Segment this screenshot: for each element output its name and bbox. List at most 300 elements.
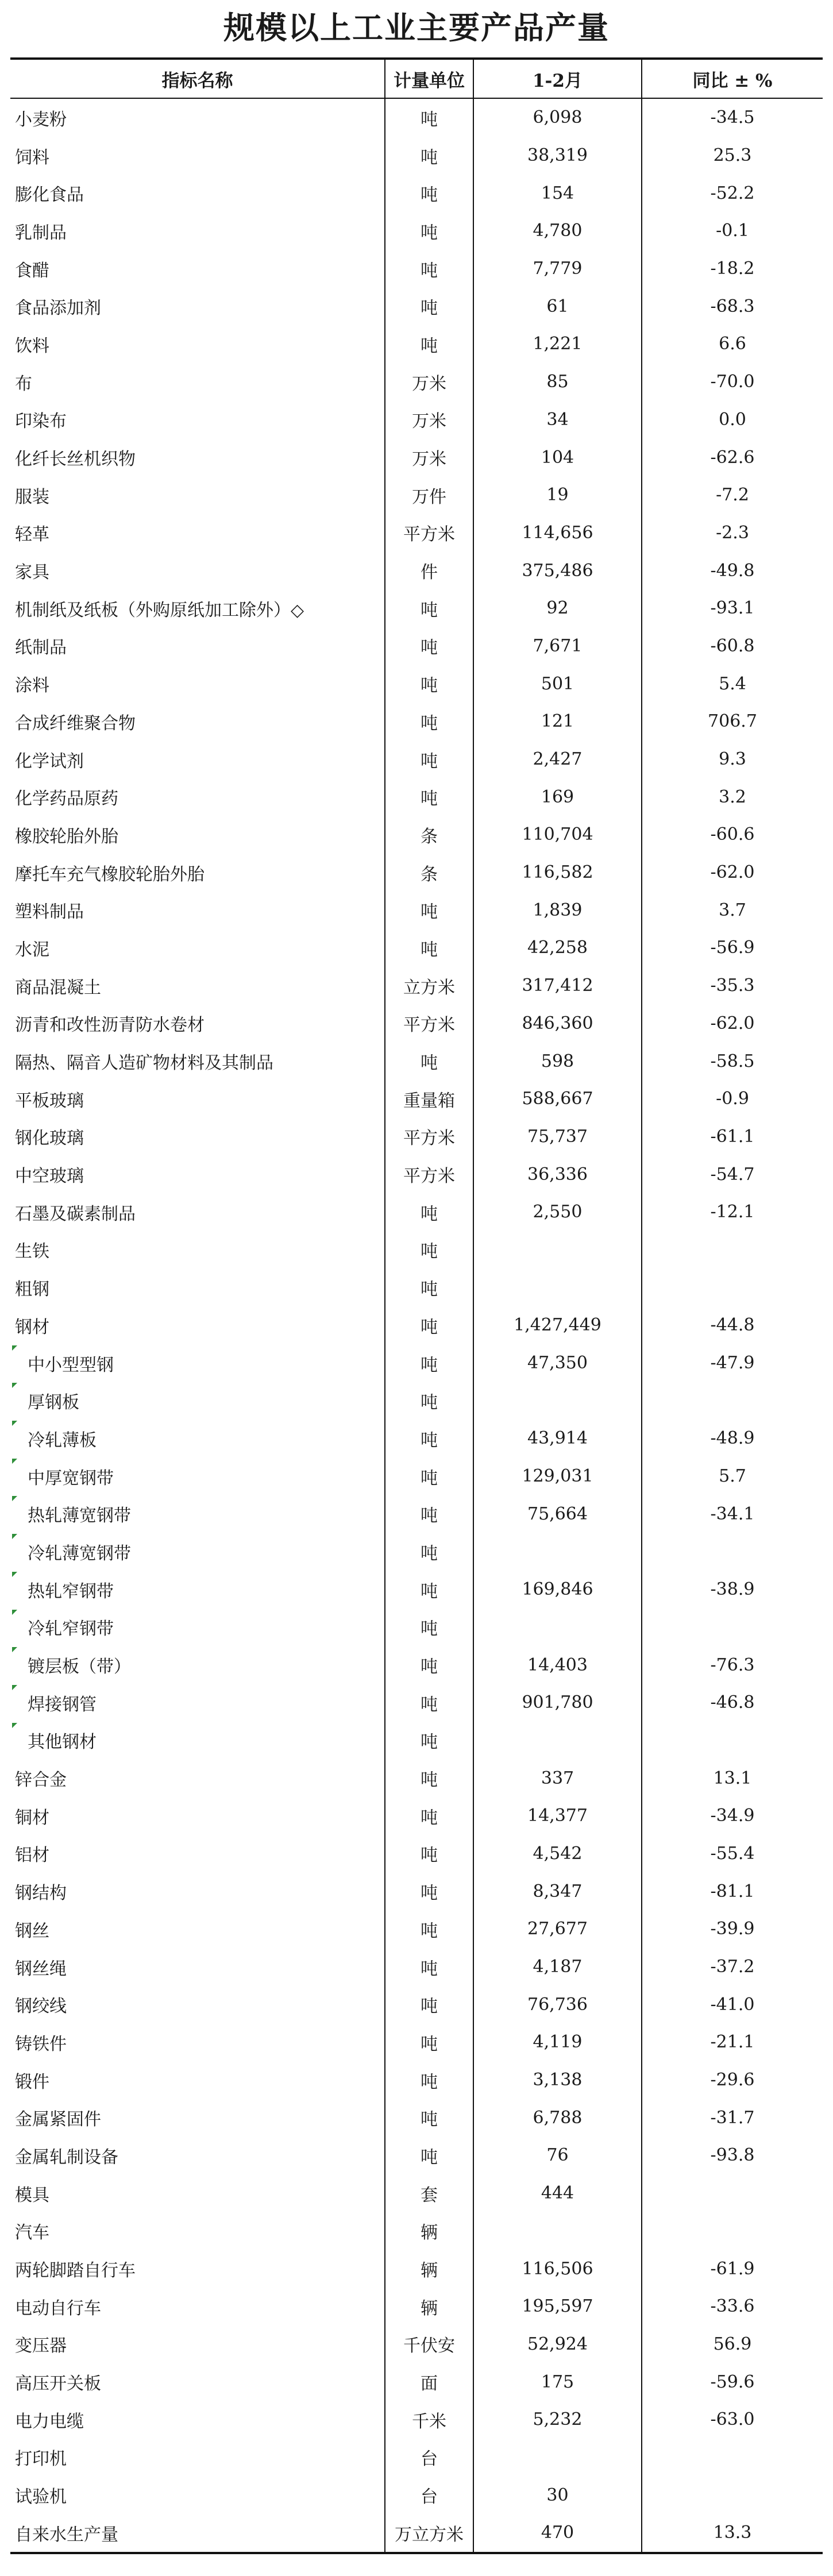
row-indicator-name: 中空玻璃 xyxy=(15,1166,84,1187)
row-indicator-name: 布 xyxy=(15,373,32,394)
table-row xyxy=(10,2174,823,2212)
row-unit: 吨 xyxy=(385,891,473,929)
row-indicator-name: 沥青和改性沥青防水卷材 xyxy=(15,1015,205,1036)
row-period-value xyxy=(473,1722,642,1760)
row-period-value: 85 xyxy=(473,363,642,401)
row-unit: 万立方米 xyxy=(385,2514,473,2553)
row-indicator-name: 生铁 xyxy=(15,1241,49,1262)
table-row xyxy=(10,1533,823,1571)
row-unit: 吨 xyxy=(385,325,473,363)
row-period-value: 1,221 xyxy=(473,325,642,363)
table-row xyxy=(10,816,823,854)
page-title: 规模以上工业主要产品产量 xyxy=(223,9,610,46)
row-indicator-name: 轻革 xyxy=(15,525,49,545)
table-row xyxy=(10,287,823,325)
row-indicator-name: 印染布 xyxy=(15,411,67,432)
row-yoy-change: 3.2 xyxy=(642,778,823,816)
row-period-value xyxy=(473,2212,642,2250)
row-unit: 吨 xyxy=(385,1420,473,1457)
row-yoy-change: -35.3 xyxy=(642,967,823,1005)
row-indicator-name: 钢结构 xyxy=(15,1883,67,1904)
row-period-value: 27,677 xyxy=(473,1910,642,1948)
table-row xyxy=(10,1722,823,1760)
row-period-value xyxy=(473,1231,642,1269)
row-yoy-change: -38.9 xyxy=(642,1571,823,1609)
row-period-value: 4,542 xyxy=(473,1835,642,1873)
row-unit: 吨 xyxy=(385,1948,473,1986)
row-yoy-change: -61.9 xyxy=(642,2250,823,2288)
row-indicator-name: 模具 xyxy=(15,2185,49,2205)
row-yoy-change: -37.2 xyxy=(642,1948,823,1986)
row-unit: 吨 xyxy=(385,174,473,212)
row-yoy-change xyxy=(642,1382,823,1420)
table-row xyxy=(10,1005,823,1043)
table-row xyxy=(10,891,823,929)
row-unit: 吨 xyxy=(385,1457,473,1495)
row-indicator-name: 高压开关板 xyxy=(15,2374,101,2394)
row-yoy-change: -76.3 xyxy=(642,1646,823,1684)
row-yoy-change: -60.8 xyxy=(642,627,823,665)
row-unit: 吨 xyxy=(385,589,473,627)
row-indicator-name: 橡胶轮胎外胎 xyxy=(15,826,118,847)
row-unit: 万件 xyxy=(385,476,473,514)
row-unit: 条 xyxy=(385,854,473,892)
row-period-value: 175 xyxy=(473,2363,642,2401)
table-row xyxy=(10,438,823,476)
row-period-value: 75,737 xyxy=(473,1118,642,1156)
row-unit: 件 xyxy=(385,552,473,589)
row-unit: 吨 xyxy=(385,2061,473,2099)
row-yoy-change: -56.9 xyxy=(642,929,823,967)
row-yoy-change: -18.2 xyxy=(642,250,823,288)
row-unit: 吨 xyxy=(385,1495,473,1533)
row-period-value xyxy=(473,2439,642,2477)
table-row xyxy=(10,137,823,175)
row-yoy-change: -34.5 xyxy=(642,98,823,137)
row-indicator-name: 塑料制品 xyxy=(15,902,84,923)
row-period-value: 2,550 xyxy=(473,1193,642,1231)
row-period-value: 76,736 xyxy=(473,1985,642,2023)
row-yoy-change: -54.7 xyxy=(642,1155,823,1193)
row-period-value: 104 xyxy=(473,438,642,476)
table-row xyxy=(10,2099,823,2137)
row-period-value: 4,780 xyxy=(473,212,642,250)
row-yoy-change: -93.8 xyxy=(642,2137,823,2174)
table-row xyxy=(10,212,823,250)
row-indicator-name: 铸铁件 xyxy=(15,2034,67,2054)
row-indicator-name: 两轮脚踏自行车 xyxy=(15,2261,136,2281)
row-period-value: 470 xyxy=(473,2514,642,2553)
table-row xyxy=(10,98,823,137)
row-indicator-name: 食品添加剂 xyxy=(15,298,101,319)
row-unit: 平方米 xyxy=(385,1118,473,1156)
row-yoy-change: -31.7 xyxy=(642,2099,823,2137)
row-indicator-name: 铝材 xyxy=(15,1845,49,1866)
row-period-value: 901,780 xyxy=(473,1684,642,1722)
row-yoy-change: -12.1 xyxy=(642,1193,823,1231)
row-period-value: 375,486 xyxy=(473,552,642,589)
table-row xyxy=(10,929,823,967)
row-indicator-name: 机制纸及纸板（外购原纸加工除外）◇ xyxy=(15,600,304,620)
row-indicator-name: 涂料 xyxy=(15,676,49,696)
row-yoy-change: -34.9 xyxy=(642,1797,823,1835)
row-unit: 重量箱 xyxy=(385,1080,473,1118)
row-period-value: 1,839 xyxy=(473,891,642,929)
row-unit: 吨 xyxy=(385,212,473,250)
row-unit: 吨 xyxy=(385,1609,473,1646)
row-indicator-name: 乳制品 xyxy=(15,222,67,243)
row-unit: 吨 xyxy=(385,137,473,175)
table-row xyxy=(10,2439,823,2477)
production-table xyxy=(10,57,823,2554)
row-yoy-change: -68.3 xyxy=(642,287,823,325)
row-yoy-change: -21.1 xyxy=(642,2023,823,2061)
row-unit: 吨 xyxy=(385,1571,473,1609)
table-row xyxy=(10,2514,823,2553)
row-indicator-name: 电动自行车 xyxy=(15,2298,101,2319)
row-unit: 吨 xyxy=(385,1042,473,1080)
row-yoy-change xyxy=(642,1722,823,1760)
row-indicator-name: 石墨及碳素制品 xyxy=(15,1204,136,1224)
row-yoy-change: 706.7 xyxy=(642,703,823,741)
table-row xyxy=(10,2401,823,2439)
row-indicator-name: 合成纤维聚合物 xyxy=(15,713,136,734)
row-period-value: 129,031 xyxy=(473,1457,642,1495)
table-row xyxy=(10,2061,823,2099)
row-yoy-change: -0.9 xyxy=(642,1080,823,1118)
row-indicator-name: 中小型型钢 xyxy=(10,1344,385,1382)
row-period-value: 337 xyxy=(473,1759,642,1797)
row-indicator-name: 食醋 xyxy=(15,260,49,281)
row-yoy-change xyxy=(642,2439,823,2477)
row-period-value: 30 xyxy=(473,2476,642,2514)
row-yoy-change xyxy=(642,1609,823,1646)
row-unit: 吨 xyxy=(385,1722,473,1760)
row-unit: 吨 xyxy=(385,1344,473,1382)
row-indicator-name: 锌合金 xyxy=(15,1770,67,1791)
row-unit: 吨 xyxy=(385,1533,473,1571)
row-indicator-name: 冷轧薄宽钢带 xyxy=(10,1533,385,1571)
row-yoy-change: -52.2 xyxy=(642,174,823,212)
row-yoy-change: -0.1 xyxy=(642,212,823,250)
row-yoy-change: -39.9 xyxy=(642,1910,823,1948)
row-period-value: 52,924 xyxy=(473,2326,642,2363)
row-period-value: 2,427 xyxy=(473,741,642,778)
row-yoy-change: 13.3 xyxy=(642,2514,823,2553)
row-indicator-name: 服装 xyxy=(15,487,49,507)
row-unit: 吨 xyxy=(385,1835,473,1873)
row-yoy-change: -47.9 xyxy=(642,1344,823,1382)
row-period-value: 588,667 xyxy=(473,1080,642,1118)
row-yoy-change xyxy=(642,1231,823,1269)
table-row xyxy=(10,1344,823,1382)
row-unit: 吨 xyxy=(385,929,473,967)
table-row xyxy=(10,2212,823,2250)
row-period-value xyxy=(473,1268,642,1306)
row-indicator-name: 水泥 xyxy=(15,939,49,960)
row-unit: 吨 xyxy=(385,2099,473,2137)
row-yoy-change: -70.0 xyxy=(642,363,823,401)
table-row xyxy=(10,2288,823,2326)
header-indicator-name: 指标名称 xyxy=(10,59,385,98)
row-unit: 平方米 xyxy=(385,1155,473,1193)
row-yoy-change: -58.5 xyxy=(642,1042,823,1080)
row-period-value: 6,788 xyxy=(473,2099,642,2137)
row-period-value: 317,412 xyxy=(473,967,642,1005)
row-yoy-change: -33.6 xyxy=(642,2288,823,2326)
table-row xyxy=(10,514,823,552)
row-period-value: 4,187 xyxy=(473,1948,642,1986)
row-yoy-change: 9.3 xyxy=(642,741,823,778)
row-period-value: 501 xyxy=(473,665,642,703)
row-indicator-name: 其他钢材 xyxy=(10,1722,385,1760)
table-row xyxy=(10,174,823,212)
row-period-value: 61 xyxy=(473,287,642,325)
row-period-value: 444 xyxy=(473,2174,642,2212)
table-row xyxy=(10,401,823,439)
row-unit: 万米 xyxy=(385,363,473,401)
row-unit: 台 xyxy=(385,2476,473,2514)
row-unit: 吨 xyxy=(385,1759,473,1797)
row-unit: 吨 xyxy=(385,1231,473,1269)
table-row xyxy=(10,854,823,892)
row-period-value: 4,119 xyxy=(473,2023,642,2061)
row-period-value: 7,671 xyxy=(473,627,642,665)
table-row xyxy=(10,1420,823,1457)
row-yoy-change xyxy=(642,2476,823,2514)
table-row xyxy=(10,1910,823,1948)
row-period-value: 5,232 xyxy=(473,2401,642,2439)
table-row xyxy=(10,778,823,816)
row-period-value: 110,704 xyxy=(473,816,642,854)
table-row xyxy=(10,665,823,703)
row-period-value: 14,403 xyxy=(473,1646,642,1684)
table-header-row xyxy=(10,59,823,98)
table-row xyxy=(10,2023,823,2061)
row-yoy-change xyxy=(642,2212,823,2250)
row-indicator-name: 汽车 xyxy=(15,2223,49,2243)
table-row xyxy=(10,1985,823,2023)
table-row xyxy=(10,1759,823,1797)
row-period-value: 154 xyxy=(473,174,642,212)
row-unit: 吨 xyxy=(385,1797,473,1835)
row-period-value: 3,138 xyxy=(473,2061,642,2099)
row-yoy-change: -2.3 xyxy=(642,514,823,552)
row-unit: 吨 xyxy=(385,741,473,778)
row-yoy-change: -48.9 xyxy=(642,1420,823,1457)
table-row xyxy=(10,1609,823,1646)
row-indicator-name: 冷轧窄钢带 xyxy=(10,1609,385,1646)
table-row xyxy=(10,1306,823,1344)
row-period-value: 169,846 xyxy=(473,1571,642,1609)
row-unit: 面 xyxy=(385,2363,473,2401)
row-unit: 万米 xyxy=(385,438,473,476)
row-unit: 台 xyxy=(385,2439,473,2477)
table-row xyxy=(10,1268,823,1306)
table-row xyxy=(10,741,823,778)
row-period-value xyxy=(473,1382,642,1420)
row-yoy-change: -62.0 xyxy=(642,1005,823,1043)
table-row xyxy=(10,627,823,665)
row-indicator-name: 摩托车充气橡胶轮胎外胎 xyxy=(15,864,205,885)
row-indicator-name: 商品混凝土 xyxy=(15,977,101,998)
row-indicator-name: 平板玻璃 xyxy=(15,1090,84,1111)
table-row xyxy=(10,1042,823,1080)
table-row xyxy=(10,1457,823,1495)
row-indicator-name: 化纤长丝机织物 xyxy=(15,449,136,470)
row-period-value: 36,336 xyxy=(473,1155,642,1193)
table-row xyxy=(10,363,823,401)
row-unit: 吨 xyxy=(385,250,473,288)
row-unit: 吨 xyxy=(385,2023,473,2061)
row-unit: 平方米 xyxy=(385,514,473,552)
table-row xyxy=(10,1684,823,1722)
table-row xyxy=(10,703,823,741)
table-row xyxy=(10,967,823,1005)
row-unit: 吨 xyxy=(385,1872,473,1910)
row-period-value: 7,779 xyxy=(473,250,642,288)
header-yoy-change: 同比 ± % xyxy=(642,59,823,98)
row-indicator-name: 隔热、隔音人造矿物材料及其制品 xyxy=(15,1053,273,1074)
row-yoy-change: -7.2 xyxy=(642,476,823,514)
table-row xyxy=(10,1872,823,1910)
row-indicator-name: 钢丝绳 xyxy=(15,1958,67,1979)
row-indicator-name: 厚钢板 xyxy=(10,1382,385,1420)
row-yoy-change: 13.1 xyxy=(642,1759,823,1797)
table-row xyxy=(10,1646,823,1684)
table-row xyxy=(10,2326,823,2363)
row-unit: 立方米 xyxy=(385,967,473,1005)
row-indicator-name: 打印机 xyxy=(15,2449,67,2470)
row-unit: 吨 xyxy=(385,665,473,703)
row-unit: 吨 xyxy=(385,2137,473,2174)
row-indicator-name: 饮料 xyxy=(15,336,49,356)
row-yoy-change: -61.1 xyxy=(642,1118,823,1156)
row-yoy-change: -60.6 xyxy=(642,816,823,854)
row-yoy-change: 5.4 xyxy=(642,665,823,703)
row-period-value xyxy=(473,1533,642,1571)
row-indicator-name: 金属轧制设备 xyxy=(15,2147,118,2168)
row-unit: 吨 xyxy=(385,1268,473,1306)
table-row xyxy=(10,1155,823,1193)
row-period-value: 38,319 xyxy=(473,137,642,175)
header-unit: 计量单位 xyxy=(385,59,473,98)
row-yoy-change: 0.0 xyxy=(642,401,823,439)
row-indicator-name: 热轧薄宽钢带 xyxy=(10,1495,385,1533)
row-yoy-change: -41.0 xyxy=(642,1985,823,2023)
row-unit: 平方米 xyxy=(385,1005,473,1043)
row-period-value: 121 xyxy=(473,703,642,741)
row-period-value: 14,377 xyxy=(473,1797,642,1835)
table-row xyxy=(10,476,823,514)
table-row xyxy=(10,589,823,627)
row-yoy-change: 56.9 xyxy=(642,2326,823,2363)
row-period-value: 116,506 xyxy=(473,2250,642,2288)
row-period-value: 598 xyxy=(473,1042,642,1080)
row-indicator-name: 钢丝 xyxy=(15,1921,49,1941)
row-yoy-change: -81.1 xyxy=(642,1872,823,1910)
row-unit: 吨 xyxy=(385,1193,473,1231)
row-period-value: 195,597 xyxy=(473,2288,642,2326)
row-unit: 吨 xyxy=(385,1646,473,1684)
row-unit: 吨 xyxy=(385,778,473,816)
row-yoy-change: -63.0 xyxy=(642,2401,823,2439)
table-row xyxy=(10,1231,823,1269)
row-yoy-change: 5.7 xyxy=(642,1457,823,1495)
table-row xyxy=(10,2250,823,2288)
row-indicator-name: 变压器 xyxy=(15,2336,67,2357)
row-unit: 吨 xyxy=(385,98,473,137)
row-unit: 万米 xyxy=(385,401,473,439)
row-yoy-change: -34.1 xyxy=(642,1495,823,1533)
table-row xyxy=(10,250,823,288)
row-unit: 吨 xyxy=(385,287,473,325)
row-indicator-name: 钢绞线 xyxy=(15,1996,67,2017)
row-period-value: 116,582 xyxy=(473,854,642,892)
row-period-value: 846,360 xyxy=(473,1005,642,1043)
row-yoy-change: -49.8 xyxy=(642,552,823,589)
table-row xyxy=(10,1382,823,1420)
row-indicator-name: 锻件 xyxy=(15,2072,49,2092)
row-indicator-name: 钢材 xyxy=(15,1317,49,1337)
row-unit: 条 xyxy=(385,816,473,854)
row-unit: 辆 xyxy=(385,2250,473,2288)
row-period-value: 6,098 xyxy=(473,98,642,137)
table-row xyxy=(10,552,823,589)
row-yoy-change: -62.0 xyxy=(642,854,823,892)
row-period-value: 1,427,449 xyxy=(473,1306,642,1344)
row-unit: 吨 xyxy=(385,703,473,741)
row-unit: 吨 xyxy=(385,1684,473,1722)
row-period-value: 75,664 xyxy=(473,1495,642,1533)
table-row xyxy=(10,1797,823,1835)
table-row xyxy=(10,1948,823,1986)
table-row xyxy=(10,1495,823,1533)
row-indicator-name: 膨化食品 xyxy=(15,185,84,206)
row-indicator-name: 镀层板（带） xyxy=(10,1646,385,1684)
row-unit: 吨 xyxy=(385,1910,473,1948)
row-yoy-change: 3.7 xyxy=(642,891,823,929)
row-yoy-change: -29.6 xyxy=(642,2061,823,2099)
row-period-value: 76 xyxy=(473,2137,642,2174)
table-row xyxy=(10,2476,823,2514)
row-unit: 吨 xyxy=(385,627,473,665)
row-indicator-name: 自来水生产量 xyxy=(10,2514,385,2553)
row-period-value: 8,347 xyxy=(473,1872,642,1910)
row-period-value: 92 xyxy=(473,589,642,627)
table-row xyxy=(10,1835,823,1873)
row-unit: 千伏安 xyxy=(385,2326,473,2363)
row-yoy-change: 6.6 xyxy=(642,325,823,363)
row-yoy-change xyxy=(642,1268,823,1306)
row-indicator-name: 试验机 xyxy=(15,2487,67,2508)
row-unit: 辆 xyxy=(385,2212,473,2250)
row-indicator-name: 金属紧固件 xyxy=(15,2110,101,2130)
row-indicator-name: 钢化玻璃 xyxy=(15,1128,84,1149)
row-yoy-change: -62.6 xyxy=(642,438,823,476)
row-indicator-name: 纸制品 xyxy=(15,638,67,658)
row-period-value: 114,656 xyxy=(473,514,642,552)
row-period-value: 169 xyxy=(473,778,642,816)
row-unit: 千米 xyxy=(385,2401,473,2439)
table-row xyxy=(10,2137,823,2174)
table-row xyxy=(10,1118,823,1156)
row-indicator-name: 铜材 xyxy=(15,1807,49,1828)
row-indicator-name: 小麦粉 xyxy=(15,109,67,130)
row-unit: 辆 xyxy=(385,2288,473,2326)
table-row xyxy=(10,1571,823,1609)
row-indicator-name: 冷轧薄板 xyxy=(10,1420,385,1457)
